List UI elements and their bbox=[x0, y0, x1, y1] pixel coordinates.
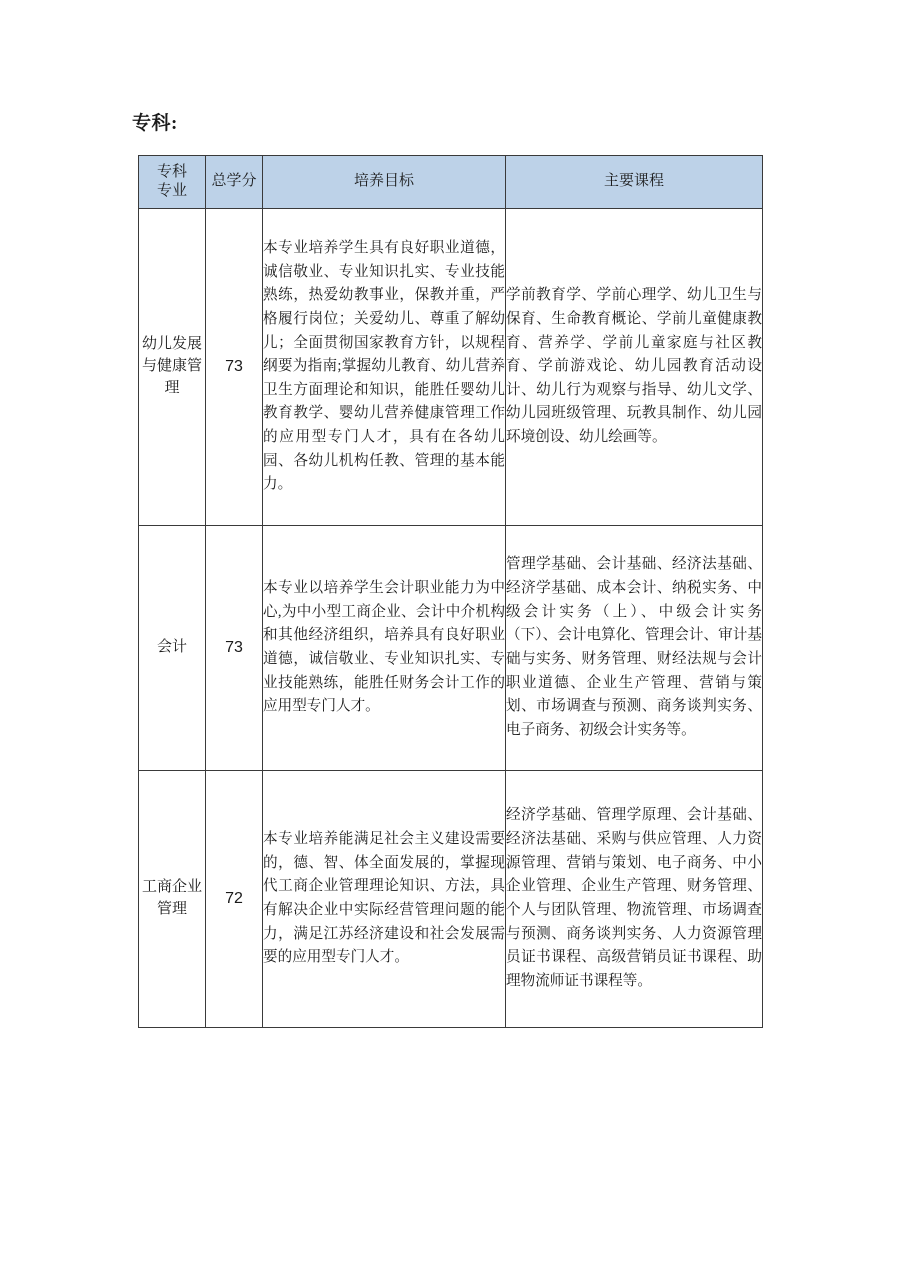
cell-major: 幼儿发展与健康管理 bbox=[139, 209, 206, 526]
cell-courses: 学前教育学、学前心理学、幼儿卫生与保育、生命教育概论、学前儿童健康教育、营养学、学前儿童家庭与社区教育、学前游戏论、幼儿园教育活动设计、幼儿行为观察与指导、幼儿文学、幼儿园班级管理、玩教具制作、幼儿园环境创设、幼儿绘画等。 bbox=[506, 209, 763, 526]
cell-major: 会计 bbox=[139, 526, 206, 771]
column-header-major bbox=[139, 156, 206, 209]
table-row bbox=[139, 771, 763, 1028]
table-header bbox=[139, 156, 763, 209]
curriculum-table-container bbox=[138, 155, 762, 1028]
table-row bbox=[139, 526, 763, 771]
cell-courses: 经济学基础、管理学原理、会计基础、经济法基础、采购与供应管理、人力资源管理、营销与策划、电子商务、中小企业管理、企业生产管理、财务管理、个人与团队管理、物流管理、市场调查与预测、商务谈判实务、人力资源管理员证书课程、高级营销员证书课程、助理物流师证书课程等。 bbox=[506, 771, 763, 1028]
cell-major: 工商企业管理 bbox=[139, 771, 206, 1028]
table-body bbox=[139, 209, 763, 1028]
cell-credits: 73 bbox=[206, 209, 263, 526]
column-header-major-line2: 专业 bbox=[156, 183, 187, 199]
column-header-goal: 培养目标 bbox=[263, 156, 506, 209]
cell-goal: 本专业以培养学生会计职业能力为中心,为中小型工商企业、会计中介机构和其他经济组织，培养具有良好职业道德，诚信敬业、专业知识扎实、专业技能熟练，能胜任财务会计工作的应用型专门人才。 bbox=[263, 526, 506, 771]
cell-goal: 本专业培养学生具有良好职业道德，诚信敬业、专业知识扎实、专业技能熟练，热爱幼教事业，保教并重，严格履行岗位；关爱幼儿、尊重了解幼儿；全面贯彻国家教育方针，以规程纲要为指南;掌握幼儿教育、幼儿营养卫生方面理论和知识，能胜任婴幼儿教育教学、婴幼儿营养健康管理工作的应用型专门人才，具有在各幼儿园、各幼儿机构任教、管理的基本能力。 bbox=[263, 209, 506, 526]
column-header-credits: 总学分 bbox=[206, 156, 263, 209]
table-header-row bbox=[139, 156, 763, 209]
cell-goal: 本专业培养能满足社会主义建设需要的，德、智、体全面发展的，掌握现代工商企业管理理论知识、方法，具有解决企业中实际经营管理问题的能力，满足江苏经济建设和社会发展需要的应用型专门人才。 bbox=[263, 771, 506, 1028]
cell-courses: 管理学基础、会计基础、经济法基础、经济学基础、成本会计、纳税实务、中级会计实务（上）、中级会计实务（下）、会计电算化、管理会计、审计基础与实务、财务管理、财经法规与会计职业道德、企业生产管理、营销与策划、市场调查与预测、商务谈判实务、电子商务、初级会计实务等。 bbox=[506, 526, 763, 771]
cell-credits: 73 bbox=[206, 526, 263, 771]
column-header-major-line1: 专科 bbox=[156, 163, 187, 180]
cell-credits: 72 bbox=[206, 771, 263, 1028]
section-title: 专科: bbox=[132, 113, 178, 134]
column-header-courses: 主要课程 bbox=[506, 156, 763, 209]
table-row bbox=[139, 209, 763, 526]
curriculum-table bbox=[138, 155, 763, 1028]
